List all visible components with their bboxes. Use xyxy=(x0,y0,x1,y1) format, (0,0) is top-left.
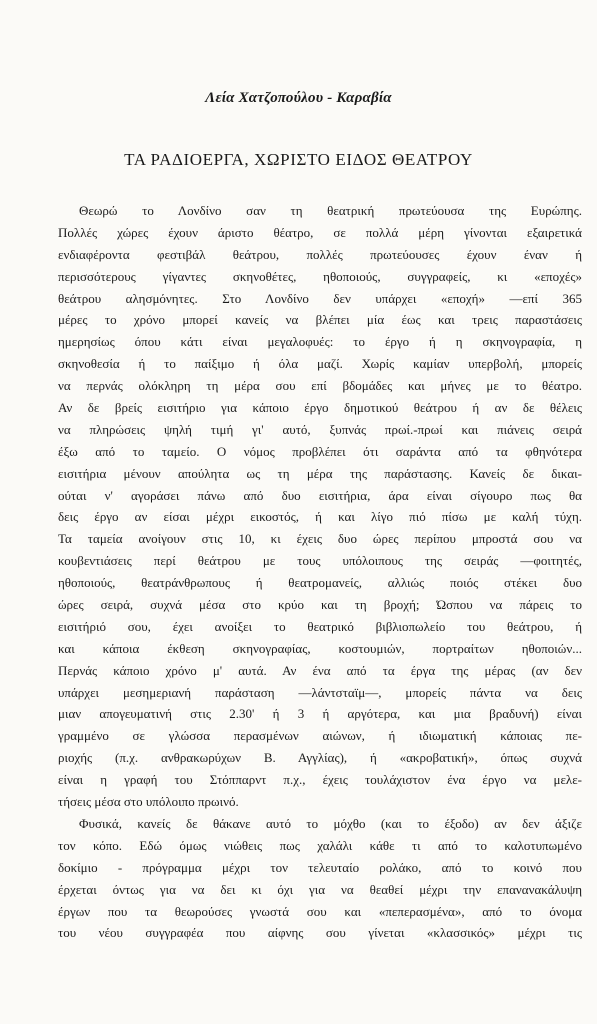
text-line: και κάποια έκθεση σκηνογραφίας, κοστουμιών, πορτραίτων ηθοποιών... xyxy=(58,640,582,656)
text-line: είναι η γραφή του Στόππαρντ π.χ., έχεις τουλάχιστον ένα έργο να μελε- xyxy=(58,772,582,788)
text-line: του νέου συγγραφέα που αίφνης σου γίνεται «κλασσικός» μέχρι τις xyxy=(58,925,582,941)
article-body xyxy=(58,200,582,944)
text-line: σκηνοθεσία ή το παίξιμο ή όλα μαζί. Χωρίς καμίαν υπερβολή, μπορείς xyxy=(58,356,582,372)
text-line: τον κόπο. Εδώ όμως νιώθεις πως χαλάλι κάθε τι από το καλοτυπωμένο xyxy=(58,837,582,853)
text-line: Αν δε βρείς εισιτήριο για κάποιο έργο δημοτικού θεάτρου ή αν δε θέλεις xyxy=(58,400,582,416)
text-line: περισσότερους γίγαντες σκηνοθέτες, ηθοποιούς, συγγραφείς, κι «εποχές» xyxy=(58,268,582,284)
text-line: να περνάς ολόκληρη τη μέρα σου επί βδομάδες και μήνες με το θέατρο. xyxy=(58,378,582,394)
article-title: ΤΑ ΡΑΔΙΟΕΡΓΑ, ΧΩΡΙΣΤΟ ΕΙΔΟΣ ΘΕΑΤΡΟΥ xyxy=(124,150,473,169)
text-line: Περνάς κάποιο χρόνο μ' αυτά. Αν ένα από τα έργα της μέρας (αν δεν xyxy=(58,662,582,678)
text-line: να πληρώσεις ψηλή τιμή γι' αυτό, ξυπνάς πρωί.-πρωί και πιάνεις σειρά xyxy=(58,421,582,437)
text-line: ούται ν' αγοράσει πάνω από δυο εισιτήρια, άρα είναι σίγουρο πως θα xyxy=(58,487,582,503)
text-line: ώρες σειρά, συχνά μέσα στο κρύο και τη βροχή; Ώσπου να πάρεις το xyxy=(58,597,582,613)
text-line: υπάρχει μεσημεριανή παράσταση —λάντσταϊμ—, μπορείς πάντα να δεις xyxy=(58,684,582,700)
text-line: Φυσικά, κανείς δε θάκανε αυτό το μόχθο (και το έξοδο) αν δεν άξιζε xyxy=(79,815,582,831)
text-line: Τα ταμεία ανοίγουν στις 10, κι έχεις δυο ώρες περίπου μπροστά σου να xyxy=(58,531,582,547)
text-line: ηθοποιούς, θεατράνθρωπους ή θεατρομανείς, αλλιώς ποιός στέκει δυο xyxy=(58,575,582,591)
text-line: ημερησίως όπου κάτι είναι μεγαλοφυές: το έργο ή η σκηνογραφία, η xyxy=(58,334,582,350)
text-line: μέρες το χρόνο μπορεί κανείς να βλέπει μία έως και τρεις παραστάσεις xyxy=(58,312,582,328)
text-line: θεάτρου αλησμόνητες. Στο Λονδίνο δεν υπάρχει «εποχή» —επί 365 xyxy=(58,290,582,306)
text-line: έρχεται όντως για να δει κι όχι για να θεαθεί μέχρι την επανανακάλυψη xyxy=(58,881,582,897)
author-name: Λεία Χατζοπούλου - Καραβία xyxy=(205,90,392,106)
text-line: έργων που τα θεωρούσες γνωστά σου και «πεπερασμένα», από το όνομα xyxy=(58,903,582,919)
text-line: μιαν απογευματινή στις 2.30' ή 3 ή αργότερα, και μια βραδυνή) είναι xyxy=(58,706,582,722)
text-line: δεις έργο αν είσαι μέχρι εικοστός, ή και λίγο πιό πίσω με καλή τύχη. xyxy=(58,509,582,525)
text-line: έξω από το ταμείο. Ο νόμος προβλέπει ότι σαράντα από τα φθηνότερα xyxy=(58,443,582,459)
text-line: τήσεις μέσα στο υπόλοιπο πρωινό. xyxy=(58,794,239,810)
text-line: ενδιαφέροντα φεστιβάλ θεάτρου, πολλές πρωτεύουσες έχουν έναν ή xyxy=(58,246,582,262)
text-line: ριοχής (π.χ. ανθρακωρύχων Β. Αγγλίας), ή «ακροβατική», όπως συχνά xyxy=(58,750,582,766)
text-line: δοκίμιο - πρόγραμμα μέχρι τον τελευταίο ρολάκο, από το κοινό που xyxy=(58,859,582,875)
text-line: Θεωρώ το Λονδίνο σαν τη θεατρική πρωτεύουσα της Ευρώπης. xyxy=(79,203,582,218)
text-line: εισιτήρια μένουν απούλητα ως τη μέρα της παράστασης. Κανείς δε δικαι- xyxy=(58,465,582,481)
text-line: Πολλές χώρες έχουν άριστο θέατρο, σε πολλά μέρη γίνονται εξαιρετικά xyxy=(58,224,582,240)
text-line: κουβεντιάσεις περί θεάτρου με τους υπόλοιπους της σειράς —φοιτητές, xyxy=(58,553,582,569)
text-line: γραμμένο σε γλώσσα περασμένων αιώνων, ή ιδιωματική κάποιας πε- xyxy=(58,728,582,744)
text-line: εισιτήριό σου, έχει ανοίξει το θεατρικό βιβλιοπωλείο του θεάτρου, ή xyxy=(58,618,582,634)
